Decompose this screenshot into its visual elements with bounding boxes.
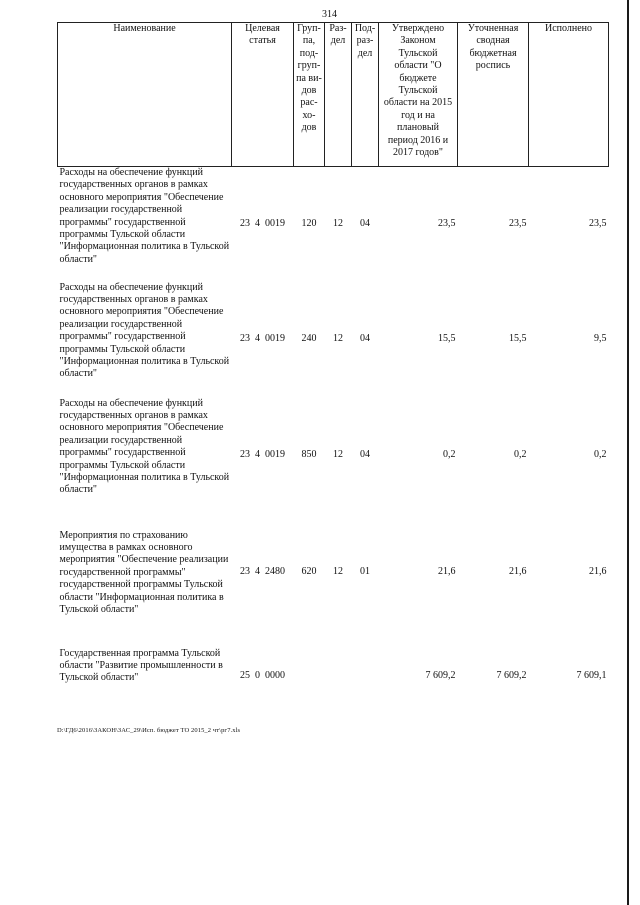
row-subsection: 04 xyxy=(360,449,370,461)
row-expense-type xyxy=(294,632,325,708)
col-header-executed: Исполнено xyxy=(529,23,609,167)
row-name: Государственная программа Тульской области "Развитие промышленности в Тульской области" xyxy=(59,647,223,684)
table-row xyxy=(58,167,609,282)
row-approved: 7 609,2 xyxy=(425,670,456,682)
row-target-article: 25 0 0000 xyxy=(240,670,285,682)
col-header-target-article: Целевая статья xyxy=(232,23,294,167)
row-section: 12 xyxy=(333,449,343,461)
page-number: 314 xyxy=(322,9,337,20)
row-approved: 23,5 xyxy=(438,218,456,230)
page-edge-line xyxy=(627,0,629,905)
row-name: Расходы на обеспечение функций государственных органов в рамках основного мероприятия "Обеспечение реализации государственной программы" государственной программы Тульской области "Информационная политика в Тульской области" xyxy=(59,397,230,496)
budget-table xyxy=(57,22,609,708)
row-executed: 9,5 xyxy=(594,333,607,345)
col-header-approved: Утверждено Законом Тульской области "О бюджете Тульской области на 2015 год и на плановый период 2016 и 2017 годов" xyxy=(379,23,458,167)
table-row xyxy=(58,514,609,632)
table-row xyxy=(58,398,609,514)
row-target-article: 23 4 2480 xyxy=(240,566,285,578)
row-executed: 21,6 xyxy=(589,566,607,578)
col-header-section: Раз-дел xyxy=(325,23,352,167)
row-target-article: 23 4 0019 xyxy=(240,218,285,230)
row-subsection xyxy=(352,632,379,708)
row-subsection: 01 xyxy=(360,566,370,578)
table-header-row xyxy=(58,23,609,167)
row-approved: 0,2 xyxy=(443,449,456,461)
row-executed: 0,2 xyxy=(594,449,607,461)
col-header-revised: Уточненная сводная бюджетная роспись xyxy=(458,23,529,167)
row-name: Расходы на обеспечение функций государственных органов в рамках основного мероприятия "Обеспечение реализации государственной программы" государственной программы Тульской области "Информационная политика в Тульской области" xyxy=(59,281,230,380)
row-approved: 15,5 xyxy=(438,333,456,345)
row-approved: 21,6 xyxy=(438,566,456,578)
col-header-expense-type: Груп-па, под-груп-па ви-дов рас-хо-дов xyxy=(294,23,325,167)
row-revised: 21,6 xyxy=(509,566,527,578)
row-expense-type: 850 xyxy=(301,449,317,461)
row-section: 12 xyxy=(333,333,343,345)
row-revised: 15,5 xyxy=(509,333,527,345)
row-target-article: 23 4 0019 xyxy=(240,333,285,345)
row-subsection: 04 xyxy=(360,218,370,230)
table-row xyxy=(58,282,609,398)
row-expense-type: 120 xyxy=(301,218,317,230)
row-section: 12 xyxy=(333,218,343,230)
row-revised: 23,5 xyxy=(509,218,527,230)
row-revised: 7 609,2 xyxy=(496,670,527,682)
row-expense-type: 620 xyxy=(301,566,317,578)
row-section: 12 xyxy=(333,566,343,578)
row-subsection: 04 xyxy=(360,333,370,345)
row-name: Мероприятия по страхованию имущества в рамках основного мероприятия "Обеспечение реализации государственной программы" государственной программы Тульской области "Информационная политика в Тульской области" xyxy=(59,529,229,615)
row-target-article: 23 4 0019 xyxy=(240,449,285,461)
table-row xyxy=(58,632,609,708)
col-header-name: Наименование xyxy=(58,23,232,167)
row-executed: 7 609,1 xyxy=(576,670,607,682)
row-executed: 23,5 xyxy=(589,218,607,230)
row-expense-type: 240 xyxy=(301,333,317,345)
col-header-subsection: Под-раз-дел xyxy=(352,23,379,167)
file-path-footer: D:\ГД6\2016\ЗАКОН\ЗАС_29\Исп. бюджет ТО 2015_2 чт\рг7.xls xyxy=(57,727,241,734)
row-name: Расходы на обеспечение функций государственных органов в рамках основного мероприятия "Обеспечение реализации государственной программы" государственной программы Тульской области "Информационная политика в Тульской области" xyxy=(59,167,230,265)
row-revised: 0,2 xyxy=(514,449,527,461)
row-section xyxy=(325,632,352,708)
